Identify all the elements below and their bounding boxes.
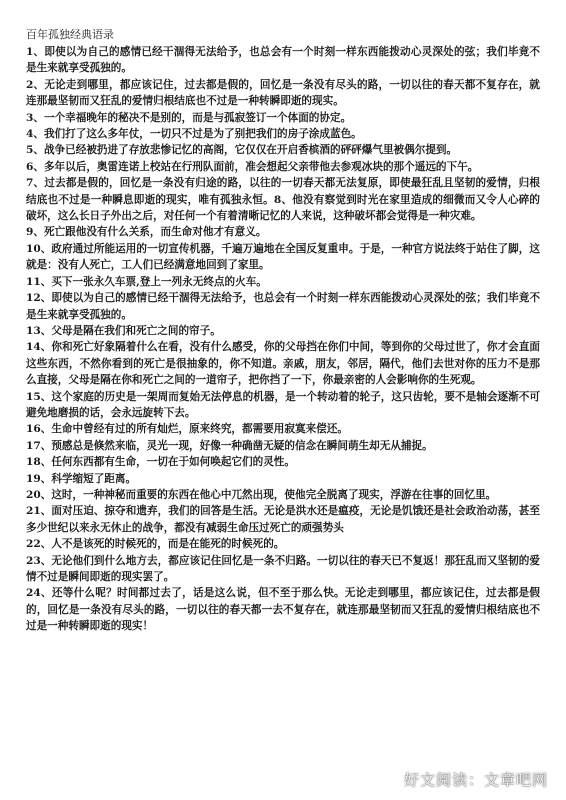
quote-text: 死亡跟他没有什么关系，而生命对他才有意义。 — [43, 226, 267, 239]
quote-text: 你和死亡好象隔着什么在看，没有什么感受，你的父母挡在你们中间，等到你的父母过世了，你才会直面这些东西，不然你看到的死亡是很抽象的，你不知道。亲戚，朋友，邻居，隔代，他们去世对你的压力不是那么直接，父母是隔在你和死亡之间的一道帘子，把你挡了一下，你最亲密的人会影响你的生死观。 — [26, 341, 541, 387]
quote-number: 4、 — [26, 128, 44, 141]
quote-text: 任何东西都有生命，一切在于如何唤起它们的灵性。 — [51, 456, 295, 469]
quote-text: 即使以为自己的感情已经干涸得无法给予，也总会有一个时刻一样东西能拨动心灵深处的弦；我们毕竟不是生来就享受孤独的。 — [26, 46, 540, 75]
quote-item — [26, 503, 540, 536]
quote-number: 7、 — [26, 177, 45, 190]
quote-text: 这个家庭的历史是一架周而复始无法停息的机器，是一个转动着的轮子，这只齿轮，要不是轴会逐渐不可避免地磨损的话，会永远旋转下去。 — [26, 390, 541, 419]
quote-text: 一个幸福晚年的秘决不是别的，而是与孤寂签订一个体面的协定。 — [43, 111, 352, 124]
quote-number: 18、 — [26, 456, 52, 469]
quote-text: 父母是隔在我们和死亡之间的帘子。 — [51, 324, 221, 337]
document-page — [26, 26, 540, 635]
quote-text: 生命中曾经有过的所有灿烂，原来终究，都需要用寂寞来偿还。 — [51, 423, 348, 436]
quote-number: 23、 — [26, 554, 52, 567]
quote-number: 21、 — [26, 505, 52, 518]
quote-item — [26, 224, 540, 240]
quote-item — [26, 438, 540, 454]
quote-item — [26, 142, 540, 158]
quote-item — [26, 421, 540, 437]
quote-item — [26, 77, 540, 110]
quote-number: 2、 — [26, 78, 45, 91]
quote-text: 人不是该死的时候死的，而是在能死的时候死的。 — [51, 538, 285, 551]
quote-item — [26, 454, 540, 470]
quote-text: 过去都是假的，回忆是一条没有归途的路，以往的一切春天都无法复原，即使最狂乱且坚韧的爱情，归根结底也不过是一种瞬息即逝的现实，唯有孤独永恒。8、他没有察觉到时光在家里造成的细微而又令人心碎的破坏，这么长日子外出之后，对任何一个有着清晰记忆的人来说，这种破坏都会觉得是一种灾难。 — [26, 177, 540, 223]
quote-text: 即使以为自己的感情已经干涸得无法给予，也总会有一个时刻一样东西能拨动心灵深处的弦；我们毕竟不是生来就享受孤独的。 — [26, 292, 541, 321]
quote-item — [26, 585, 540, 634]
quote-number: 20、 — [26, 488, 52, 501]
quote-item — [26, 536, 540, 552]
quote-text: 战争已经被扔进了存放悲惨记忆的高阁，它仅仅在开启香槟酒的砰砰爆气里被偶尔提到。 — [43, 144, 458, 157]
quote-item — [26, 274, 540, 290]
quote-item — [26, 241, 540, 274]
quote-text: 无论他们到什么地方去，都应该记住回忆是一条不归路。一切以往的春天已不复返！那狂乱而又坚韧的爱情不过是瞬间即逝的现实罢了。 — [26, 554, 541, 583]
quote-text: 面对压迫、掠夺和遗弃，我们的回答是生活。无论是洪水还是瘟疫，无论是饥饿还是社会政治动荡，甚至多少世纪以来永无休止的战争，都没有减弱生命压过死亡的顽强势头 — [26, 505, 541, 534]
quote-text: 科学缩短了距离。 — [51, 472, 137, 485]
quote-item — [26, 553, 540, 586]
quote-item — [26, 487, 540, 503]
quote-number: 10、 — [26, 242, 52, 255]
quote-item — [26, 110, 540, 126]
quote-number: 11、 — [26, 275, 52, 288]
quote-number: 24、 — [26, 587, 52, 600]
quote-text: 预感总是倏然来临，灵光一现，好像一种确凿无疑的信念在瞬间萌生却无从捕捉。 — [51, 439, 433, 452]
quote-number: 5、 — [26, 144, 44, 157]
quote-item — [26, 471, 540, 487]
quote-item — [26, 389, 540, 422]
quote-text: 还等什么呢？时间都过去了，话是这么说，但不至于那么快。无论走到哪里，都应该记住，过去都是假的，回忆是一条没有尽头的路，一切以往的春天都一去不复存在，就连那最坚韧而又狂乱的爱情归根结底也不过是一种转瞬即逝的现实！ — [26, 587, 540, 633]
quote-text: 无论走到哪里，都应该记住，过去都是假的，回忆是一条没有尽头的路，一切以往的春天都不复存在，就连那最坚韧而又狂乱的爱情归根结底也不过是一种转瞬即逝的现实。 — [26, 78, 540, 108]
quote-item — [26, 175, 540, 224]
quote-number: 14、 — [26, 341, 52, 354]
quote-number: 9、 — [26, 226, 44, 239]
quote-number: 12、 — [26, 292, 52, 305]
quote-number: 16、 — [26, 423, 52, 436]
quote-item — [26, 290, 540, 323]
quote-list — [26, 44, 540, 635]
quote-number: 19、 — [26, 472, 52, 485]
quote-number: 15、 — [26, 390, 52, 403]
quote-text: 这时，一种神秘而重要的东西在他心中兀然出现，使他完全脱离了现实，浮游在往事的回忆里。 — [51, 488, 497, 501]
quote-item — [26, 44, 540, 77]
watermark-text: 好文阅读：文章吧网 — [403, 771, 548, 789]
quote-item — [26, 323, 540, 339]
quote-text: 政府通过所能运用的一切宣传机器，千遍万遍地在全国反复重申。于是，一种官方说法终于站住了脚，这就是：没有人死亡，工人们已经满意地回到了家里。 — [26, 242, 541, 272]
document-title: 百年孤独经典语录 — [26, 28, 114, 41]
quote-item — [26, 339, 540, 388]
quote-text: 多年以后，奥雷连诺上校站在行刑队面前，准会想起父亲带他去参观冰块的那个遥远的下午。 — [43, 160, 479, 173]
quote-number: 6、 — [26, 160, 44, 173]
quote-text: 买下一张永久车票,登上一列永无终点的火车。 — [51, 275, 267, 288]
quote-item — [26, 159, 540, 175]
quote-number: 3、 — [26, 111, 44, 124]
quote-number: 1、 — [26, 46, 45, 58]
quote-number: 22、 — [26, 538, 52, 551]
quote-number: 17、 — [26, 439, 52, 452]
quote-text: 我们打了这么多年仗，一切只不过是为了别把我们的房子涂成蓝色。 — [43, 128, 362, 141]
quote-item — [26, 126, 540, 142]
quote-number: 13、 — [26, 324, 52, 337]
